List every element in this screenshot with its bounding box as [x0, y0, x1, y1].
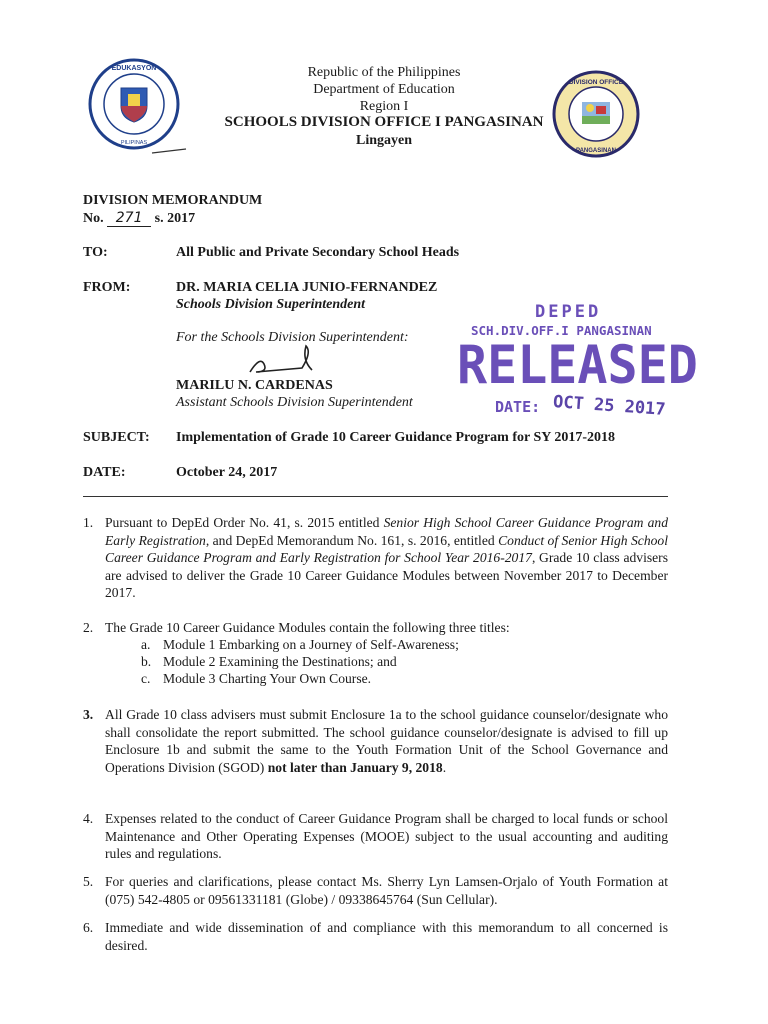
for-line: For the Schools Division Superintendent:: [176, 330, 409, 345]
signer-title: Assistant Schools Division Superintendent: [176, 395, 413, 410]
memo-number-handwritten: 271: [107, 210, 151, 227]
svg-text:EDUKASYON: EDUKASYON: [111, 65, 157, 72]
from-label: FROM:: [83, 280, 131, 295]
header-department: Department of Education: [313, 82, 455, 97]
list-item: b. Module 2 Examining the Destinations; and: [141, 654, 397, 669]
header-city: Lingayen: [355, 133, 412, 148]
svg-text:PANGASINAN: PANGASINAN: [576, 148, 616, 154]
paragraph-3: 3. All Grade 10 class advisers must submit Enclosure 1a to the school guidance counselor/designate who shall consolidate the report submitted. The school guidance counselor/designate is advised to fill up Enclosure 1b and submit the same to the Youth Formation Unit of the School Governance and Operations Division (SGOD) not later than January 9, 2018.: [83, 707, 668, 775]
date-label: DATE:: [83, 465, 126, 480]
to-label: TO:: [83, 245, 108, 260]
signature-mark: [242, 342, 332, 378]
header-region: Region I: [359, 99, 409, 114]
released-stamp: [455, 302, 698, 432]
list-item: c. Module 3 Charting Your Own Course.: [141, 671, 372, 686]
paragraph-4: 4. Expenses related to the conduct of Career Guidance Program shall be charged to local funds or school Maintenance and Other Operating Expenses (MOOE) subject to the usual accounting and auditing rules and regulations.: [83, 811, 668, 861]
stamp-date-value: OCT 25 2017: [552, 392, 667, 420]
svg-text:PILIPINAS: PILIPINAS: [120, 140, 148, 146]
date-value: October 24, 2017: [176, 465, 278, 480]
stamp-released: RELEASED: [457, 334, 698, 396]
memo-title: DIVISION MEMORANDUM: [83, 193, 263, 208]
from-name: DR. MARIA CELIA JUNIO-FERNANDEZ: [176, 280, 438, 295]
to-value: All Public and Private Secondary School Heads: [176, 245, 460, 260]
stamp-office: SCH.DIV.OFF.I PANGASINAN: [471, 323, 652, 338]
subject-label: SUBJECT:: [83, 430, 150, 445]
signer-name: MARILU N. CARDENAS: [176, 378, 333, 393]
divider-rule: [83, 496, 668, 497]
list-item: a. Module 1 Embarking on a Journey of Self-Awareness;: [141, 637, 459, 652]
header-republic: Republic of the Philippines: [307, 65, 461, 80]
stamp-date-label: DATE:: [495, 398, 541, 416]
paragraph-2: 2. The Grade 10 Career Guidance Modules contain the following three titles:: [83, 620, 510, 635]
svg-text:DIVISION OFFICE: DIVISION OFFICE: [568, 79, 624, 86]
stamp-deped: DEPED: [535, 302, 602, 322]
subject-value: Implementation of Grade 10 Career Guidance Program for SY 2017-2018: [176, 430, 616, 445]
header-office: SCHOOLS DIVISION OFFICE I PANGASINAN: [224, 114, 544, 130]
from-title: Schools Division Superintendent: [176, 297, 366, 312]
paragraph-1: 1. Pursuant to DepEd Order No. 41, s. 2015 entitled Senior High School Career Guidance Program and Early Registration, and DepEd Memorandum No. 161, s. 2016, entitled Conduct of Senior High School Career Guidance Program and Early Registration for School Year 2016-2017, Grade 10 class advisers are advised to deliver the Grade 10 Career Guidance Modules between November 2017 to December 2017.: [83, 515, 668, 600]
paragraph-5: 5. For queries and clarifications, please contact Ms. Sherry Lyn Lamsen-Orjalo of Youth Formation at (075) 542-4805 or 09561331181 (Globe) / 09338645764 (Sun Cellular).: [83, 874, 668, 907]
memo-number: No. 271 s. 2017: [83, 210, 196, 226]
paragraph-6: 6. Immediate and wide dissemination of and compliance with this memorandum to all concerned is desired.: [83, 920, 668, 953]
